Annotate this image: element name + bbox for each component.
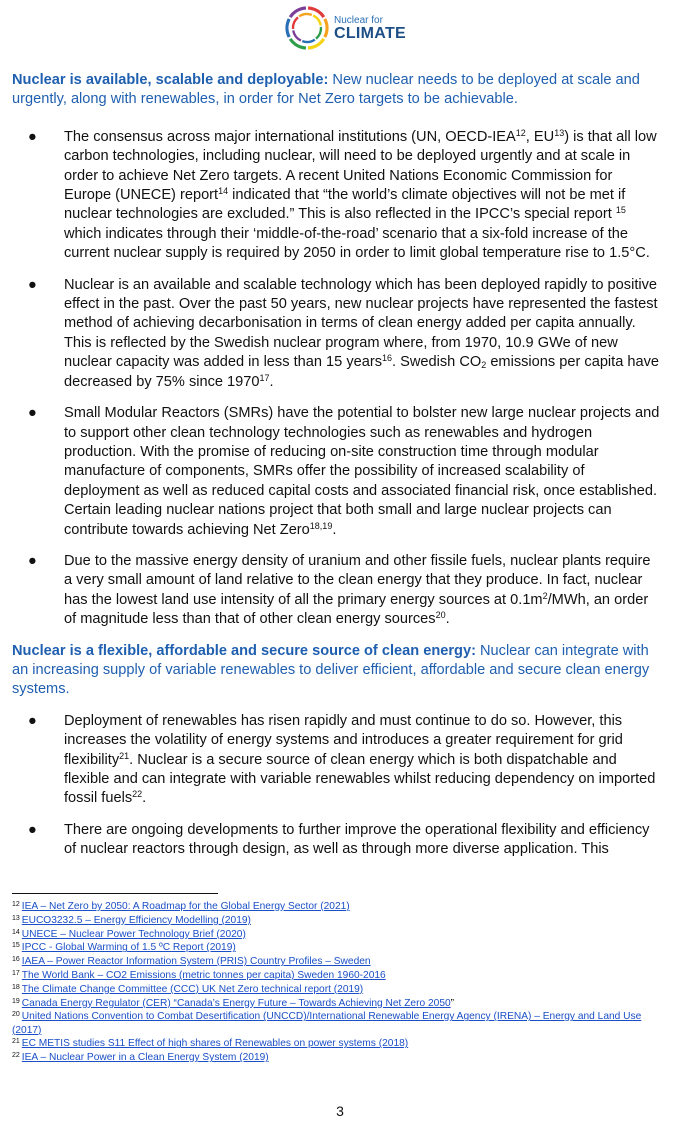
footnote-ref: 22 bbox=[132, 789, 143, 800]
footnote-number: 19 bbox=[12, 997, 20, 1005]
footnote-number: 16 bbox=[12, 956, 20, 964]
section-heading-flexibility bbox=[12, 642, 660, 700]
logo-ring-segment bbox=[290, 8, 306, 17]
footnote bbox=[12, 914, 662, 927]
logo-ring-segment bbox=[302, 40, 315, 42]
footnote-link[interactable]: IEA – Nuclear Power in a Clean Energy System (2019) bbox=[21, 1052, 269, 1064]
heading-bold: Nuclear is a flexible, affordable and secure source of clean energy: bbox=[12, 642, 476, 659]
bullet-text: . bbox=[269, 373, 274, 390]
heading-bold: Nuclear is available, scalable and deployable: bbox=[12, 72, 329, 88]
footnote bbox=[12, 1010, 662, 1037]
bullet-list-flexibility bbox=[12, 712, 660, 860]
footnote-link[interactable]: IPCC - Global Warming of 1.5 ºC Report (2019) bbox=[21, 942, 236, 954]
footnote-ref: 18,19 bbox=[309, 520, 333, 531]
bullet-icon: ● bbox=[28, 128, 37, 145]
footnote-number: 18 bbox=[12, 983, 20, 991]
bullet-icon: ● bbox=[28, 552, 37, 569]
footnote-ref: 20 bbox=[435, 610, 446, 621]
footnote-separator bbox=[12, 893, 218, 894]
footnote-link[interactable]: EC METIS studies S11 Effect of high shares of Renewables on power systems (2018) bbox=[21, 1038, 409, 1050]
footnote-link[interactable]: Canada Energy Regulator (CER) “Canada’s Energy Future – Towards Achieving Net Zero 2050 bbox=[21, 997, 451, 1009]
bullet-text: Small Modular Reactors (SMRs) have the potential to bolster new large nuclear projects and to support other clean technology technologies such as renewables and hydrogen production. With the promise of reducing on-site construction time through modular manufacture of components, SMRs offer the possibility of increased scalability of deployment as well as reduced capital costs and associated financial risk, once established. Certain leading nuclear nations project that both small and large nuclear projects can contribute towards achieving Net Zero bbox=[64, 405, 660, 538]
logo-ring-segment bbox=[316, 27, 321, 39]
footnote-ref: 12 bbox=[515, 127, 526, 138]
heading-text: New nuclear needs to be deployed at scale and urgently, along with renewables, in order for Net Zero targets to be achievable. bbox=[12, 72, 640, 108]
footnote-number: 15 bbox=[12, 942, 20, 950]
footnote-number: 12 bbox=[12, 901, 20, 908]
footnote-ref: 21 bbox=[119, 750, 130, 761]
document-body bbox=[12, 71, 660, 872]
section-heading-availability bbox=[12, 71, 660, 110]
footnote-ref: 16 bbox=[382, 353, 393, 364]
bullet-item bbox=[12, 128, 660, 264]
footnote-number: 14 bbox=[12, 928, 20, 936]
bullet-text: ) is that all low carbon technologies, including nuclear, will need to be deployed urgently and at scale in order to achieve Net Zero targets. A recent United Nations Economic Commission for Europe (UNECE) report bbox=[64, 128, 657, 204]
footnote-number: 20 bbox=[12, 1011, 20, 1019]
bullet-text: . Swedish CO bbox=[392, 354, 482, 371]
footnote-link[interactable]: IEA – Net Zero by 2050: A Roadmap for the Global Energy Sector (2021) bbox=[21, 901, 350, 912]
footnote-tail: ” bbox=[450, 997, 455, 1009]
logo-ring-segment bbox=[325, 19, 327, 37]
bullet-item bbox=[12, 276, 660, 392]
footnote bbox=[12, 941, 662, 954]
footnote-ref: 13 bbox=[554, 127, 565, 138]
nuclear-for-climate-logo bbox=[282, 3, 407, 53]
bullet-text: . bbox=[142, 790, 147, 807]
bullet-text: emissions per capita have decreased by 75% since 1970 bbox=[64, 354, 660, 390]
bullet-icon: ● bbox=[28, 276, 37, 293]
subscript: 2 bbox=[481, 360, 487, 371]
bullet-item bbox=[12, 404, 660, 540]
footnote-number: 13 bbox=[12, 914, 20, 922]
footnote-ref: 14 bbox=[218, 186, 229, 197]
bullet-item bbox=[12, 712, 660, 809]
footnote bbox=[12, 1051, 662, 1064]
footnote bbox=[12, 983, 662, 996]
logo-ring-segment bbox=[313, 15, 321, 25]
logo-ring-segment bbox=[293, 17, 298, 29]
footnote-link[interactable]: The Climate Change Committee (CCC) UK Net Zero technical report (2019) bbox=[21, 983, 364, 995]
footnote bbox=[12, 1037, 662, 1050]
bullet-text: which indicates through their ‘middle-of-the-road’ scenario that a six-fold increase of the current nuclear supply is required by 2050 in order to limit global temperature rise to 1.5°C. bbox=[64, 225, 650, 262]
logo-ring-segment bbox=[299, 14, 312, 16]
page-number: 3 bbox=[336, 1103, 344, 1119]
bullet-icon: ● bbox=[28, 821, 37, 838]
footnote-number: 22 bbox=[12, 1052, 20, 1060]
bullet-text: There are ongoing developments to further improve the operational flexibility and efficiency of nuclear reactors through design, as well as through more diverse application. This bbox=[64, 821, 650, 858]
bullet-text: indicated that “the world’s climate objectives will not be met if nuclear technologies are excluded.” This is also reflected in the IPCC’s special report bbox=[64, 187, 626, 223]
bullet-icon: ● bbox=[28, 405, 37, 422]
logo-rings-icon bbox=[282, 3, 332, 53]
footnote-link[interactable]: IAEA – Power Reactor Information System (PRIS) Country Profiles – Sweden bbox=[21, 956, 371, 968]
footnote bbox=[12, 900, 662, 913]
bullet-icon: ● bbox=[28, 712, 37, 729]
logo-ring-segment bbox=[293, 30, 301, 40]
bullet-text: , EU bbox=[525, 128, 555, 145]
bullet-text: Due to the massive energy density of uranium and other fissile fuels, nuclear plants require a very small amount of land relative to the clean energy that they produce. In fact, nuclear has the lowest land use intensity of all the primary energy sources at 0.1m bbox=[64, 552, 651, 608]
bullet-text: Deployment of renewables has risen rapidly and must continue to do so. However, this increases the volatility of energy systems and introduces a greater requirement for grid flexibility bbox=[64, 712, 623, 768]
footnote-ref: 15 bbox=[615, 205, 626, 216]
footnote-number: 21 bbox=[12, 1038, 20, 1046]
bullet-list-availability bbox=[12, 128, 660, 630]
bullet-item bbox=[12, 821, 660, 860]
bullet-text: The consensus across major international institutions (UN, OECD-IEA bbox=[64, 128, 516, 145]
logo-ring-segment bbox=[287, 19, 289, 37]
footnote-number: 17 bbox=[12, 969, 20, 977]
footnotes bbox=[12, 900, 662, 1065]
logo-line-2: CLIMATE bbox=[334, 25, 407, 42]
logo-line-1: Nuclear for bbox=[334, 15, 383, 26]
bullet-text: . Nuclear is a secure source of clean energy which is both dispatchable and flexible and can integrate with variable renewables whilst reducing dependency on imported fossil fuels bbox=[64, 751, 656, 807]
footnote bbox=[12, 969, 662, 982]
heading-text: Nuclear can integrate with an increasing supply of variable renewables to deliver efficient, affordable and secure clean energy systems. bbox=[12, 642, 650, 698]
footnote-link[interactable]: EUCO3232.5 – Energy Efficiency Modelling (2019) bbox=[21, 914, 251, 926]
footnote bbox=[12, 997, 662, 1010]
logo-ring-segment bbox=[308, 39, 324, 48]
footnote-ref: 17 bbox=[259, 372, 270, 383]
footnote-link[interactable]: UNECE – Nuclear Power Technology Brief (2020) bbox=[21, 928, 246, 940]
bullet-text: /MWh, an order of magnitude less than that of other clean energy sources bbox=[64, 591, 649, 628]
footnote bbox=[12, 928, 662, 941]
bullet-text: . bbox=[332, 521, 337, 538]
footnote-link[interactable]: United Nations Convention to Combat Desertification (UNCCD)/International Renewable Energy Agency (IRENA) – Energy and Land Use (2017) bbox=[12, 1011, 642, 1036]
bullet-text: Nuclear is an available and scalable technology which has been deployed rapidly to positive effect in the past. Over the past 50 years, new nuclear projects have represented the fastest method of achieving decarbonisation in terms of clean energy added per capita annually. This is reflected by the Swedish nuclear program where, from 1970, 10.9 GWe of new nuclear capacity was added in less than 15 years bbox=[64, 276, 658, 371]
bullet-text: . bbox=[445, 611, 450, 628]
footnote-link[interactable]: The World Bank – CO2 Emissions (metric tonnes per capita) Sweden 1960-2016 bbox=[21, 969, 386, 981]
bullet-item bbox=[12, 552, 660, 630]
footnote-ref: 2 bbox=[542, 590, 548, 601]
footnote bbox=[12, 955, 662, 968]
